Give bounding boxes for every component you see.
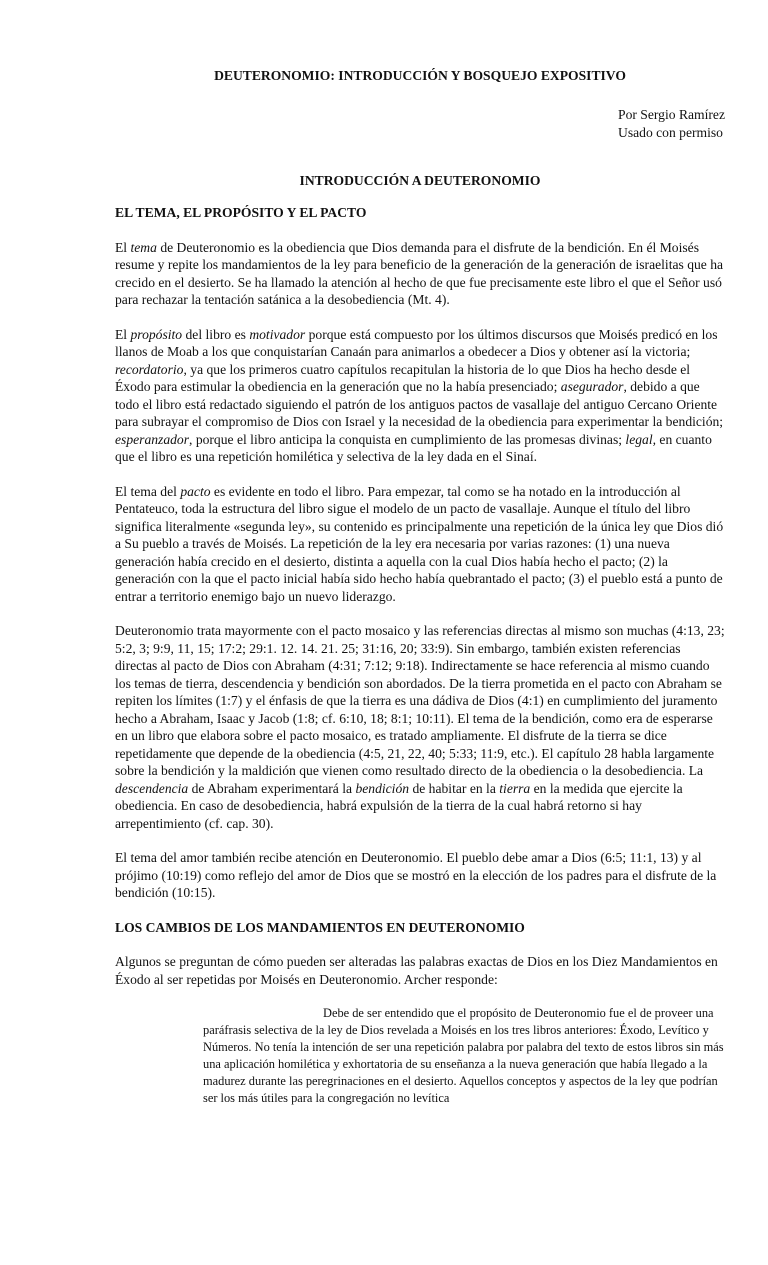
term-tema: tema — [130, 239, 157, 255]
term-tierra: tierra — [499, 780, 531, 796]
document-title: DEUTERONOMIO: INTRODUCCIÓN Y BOSQUEJO EXPOSITIVO — [214, 68, 626, 83]
term-legal: legal, — [625, 431, 657, 447]
paragraph-proposito: El propósito del libro es motivador porque está compuesto por los últimos discursos que Moisés predicó en los llanos de Moab a los que conquistarían Canaán para animarlos a obedecer a Dios y obtener así la victoria; recordatorio, ya que los primeros cuatro capítulos recapitulan la historia de lo que Dios ha hecho desde el Éxodo para estimular la obediencia en la generación que no la había presenciado; asegurador, debido a que todo el libro está redactado siguiendo el patrón de los antiguos pactos de vasallaje del antiguo Cercano Oriente para subrayar el compromiso de Dios con Israel y la necesidad de la obediencia para experimentar la bendición; esperanzador, porque el libro anticipa la conquista en cumplimiento de las promesas divinas; legal, en cuanto que el libro es una repetición homilética y selectiva de la ley dada en el Sinaí. — [115, 326, 724, 464]
section-heading-cambios: LOS CAMBIOS DE LOS MANDAMIENTOS EN DEUTERONOMIO — [115, 919, 525, 935]
intro-heading: INTRODUCCIÓN A DEUTERONOMIO — [299, 173, 541, 188]
paragraph-pacto: El tema del pacto es evidente en todo el libro. Para empezar, tal como se ha notado en la introducción al Pentateuco, toda la estructura del libro sigue el modelo de un pacto de vasallaje. Aunque el título del libro significa literalmente «segunda ley», su contenido es principalmente una repetición de la única ley que Dios dió a Su pueblo a través de Moisés. La repetición de la ley era necesaria por varias razones: (1) una nueva generación había crecido en el desierto, distinta a aquella con la cual Dios había hecho el pacto; (2) la generación con la que el pacto inicial había sido hecho había quebrantado el pacto; (3) el pueblo está a punto de entrar a territorio enemigo bajo un nuevo liderazgo. — [115, 483, 724, 604]
archer-quote-text: Debe de ser entendido que el propósito de Deuteronomio fue el de proveer una paráfrasis selectiva de la ley de Dios revelada a Moisés en los tres libros anteriores: Éxodo, Levítico y Números. No tenía la intención de ser una repetición palabra por palabra del texto de estos libros sin más una aplicación homilética y exhortatoria de su enseñanza a la nueva generación que había llegado a la madurez durante las peregrinaciones en el desierto. Aquellos conceptos y aspectos de la ley que podrían ser los más útiles para la congregación no levítica — [203, 1006, 724, 1105]
term-recordatorio: recordatorio — [115, 361, 184, 377]
paragraph-deuteronomio-pacto: Deuteronomio trata mayormente con el pacto mosaico y las referencias directas al mismo son muchas (4:13, 23; 5:2, 3; 9:9, 11, 15; 17:2; 29:1. 12. 14. 21. 25; 31:16, 20; 33:9). Sin embargo, también existen referencias directas al pacto de Dios con Abraham (4:31; 7:12; 9:18). Indirectamente se hace referencia al mismo cuando los temas de tierra, descendencia y bendición son abordados. De la tierra prometida en el pacto con Abraham se repiten los límites (1:7) y el énfasis de que la tierra es una dádiva de Dios (4:1) en cumplimiento del juramento hecho a Abraham, Isaac y Jacob (1:8; cf. 6:10, 18; 8:1; 10:11). El tema de la bendición, como era de esperarse en un libro que elabora sobre el pacto mosaico, es tratado ampliamente. El disfrute de la tierra se dice repetidamente que depende de la obediencia (4:5, 21, 22, 40; 5:33; 11:9, etc.). El capítulo 28 habla largamente sobre la bendición y la maldición que vienen como resultado directo de la obediencia o la desobediencia. La descendencia de Abraham experimentará la bendición de habitar en la tierra en la medida que ejercite la obediencia. En caso de desobediencia, habrá expulsión de la tierra de la cual habrá retorno si hay arrepentimiento (cf. cap. 30). — [115, 623, 725, 831]
term-asegurador: asegurador — [560, 379, 624, 394]
author-line: Por Sergio Ramírez — [618, 107, 725, 122]
term-pacto: pacto — [180, 483, 211, 499]
archer-quote — [203, 1005, 725, 1107]
term-proposito: propósito — [130, 326, 183, 342]
term-esperanzador: esperanzador — [115, 431, 190, 447]
term-bendicion: bendición — [355, 780, 410, 796]
byline — [618, 106, 725, 141]
paragraph-archer-intro: Algunos se preguntan de cómo pueden ser alteradas las palabras exactas de Dios en los Diez Mandamientos en Éxodo al ser repetidas por Moisés en Deuteronomio. Archer responde: — [115, 954, 718, 987]
paragraph-tema: El tema de Deuteronomio es la obediencia que Dios demanda para el disfrute de la bendición. En él Moisés resume y repite los mandamientos de la ley para beneficio de la generación de la generación de israelitas que ha crecido en el desierto. Se ha llamado la atención al hecho de que fue precisamente este libro el que el Señor usó para rechazar la tentación satánica a la desobediencia (Mt. 4). — [115, 239, 724, 307]
term-descendencia: descendencia — [115, 780, 189, 796]
permission-line: Usado con permiso — [618, 124, 723, 140]
section-heading-tema: EL TEMA, EL PROPÓSITO Y EL PACTO — [115, 205, 367, 220]
term-motivador: motivador — [249, 326, 306, 342]
body-flow — [115, 204, 725, 1107]
paragraph-amor: El tema del amor también recibe atención en Deuteronomio. El pueblo debe amar a Dios (6:5; 11:1, 13) y al prójimo (10:19) como reflejo del amor de Dios que se mostró en la elección de los padres para el disfrute de la bendición (10:15). — [115, 850, 717, 900]
